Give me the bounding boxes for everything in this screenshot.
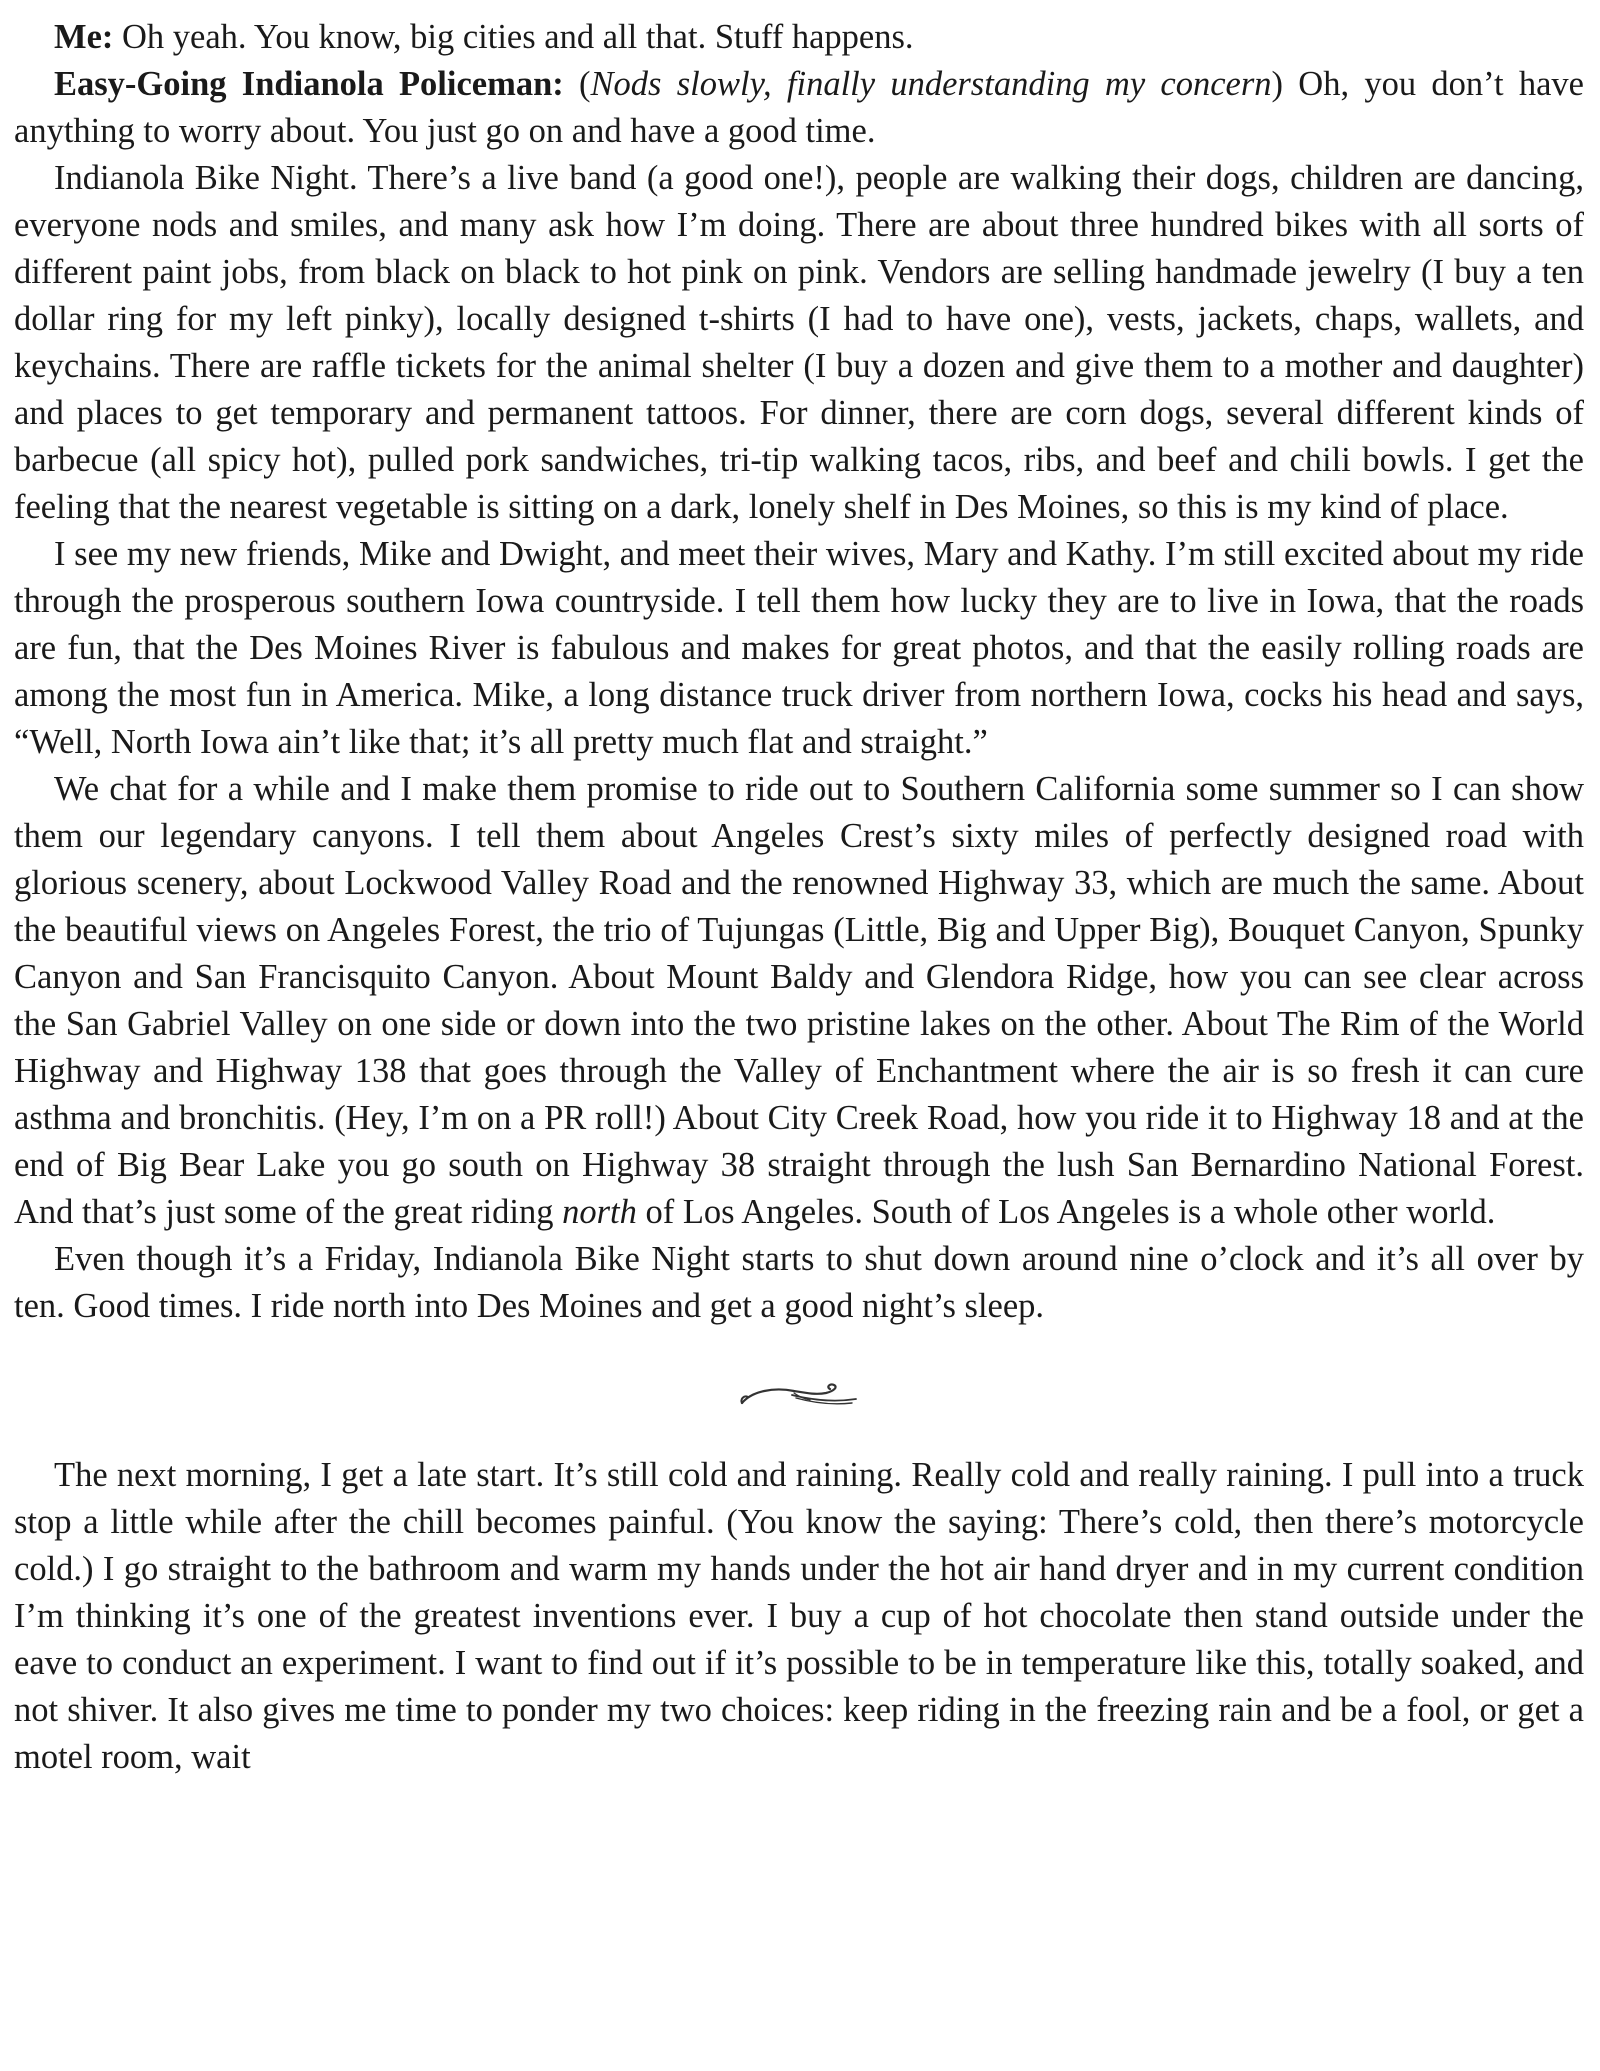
paragraph-text: of Los Angeles. South of Los Angeles is a whole other world. bbox=[636, 1193, 1496, 1231]
italic-emphasis: north bbox=[562, 1193, 637, 1231]
paragraph-bike-night bbox=[14, 155, 1584, 531]
stage-direction: Nods slowly, finally understanding my concern bbox=[590, 65, 1272, 103]
paragraph-text: Indianola Bike Night. There’s a live band (a good one!), people are walking their dogs, children are dancing, everyone nods and smiles, and many ask how I’m doing. There are about three hundred bikes with all sorts of different paint jobs, from black on black to hot pink on pink. Vendors are selling handmade jewelry (I buy a ten dollar ring for my left pinky), locally designed t-shirts (I had to have one), vests, jackets, chaps, wallets, and keychains. There are raffle tickets for the animal shelter (I buy a dozen and give them to a mother and daughter) and places to get temporary and permanent tattoos. For dinner, there are corn dogs, several different kinds of barbecue (all spicy hot), pulled pork sandwiches, tri-tip walking tacos, ribs, and beef and chili bowls. I get the feeling that the nearest vegetable is sitting on a dark, lonely shelf in Des Moines, so this is my kind of place. bbox=[14, 159, 1584, 526]
dialogue-line-me bbox=[14, 14, 1584, 61]
paragraph-text: We chat for a while and I make them promise to ride out to Southern California some summer so I can show them our legendary canyons. I tell them about Angeles Crest’s sixty miles of perfectly designed road with glorious scenery, about Lockwood Valley Road and the renowned Highway 33, which are much the same. About the beautiful views on Angeles Forest, the trio of Tujungas (Little, Big and Upper Big), Bouquet Canyon, Spunky Canyon and San Francisquito Canyon. About Mount Baldy and Glendora Ridge, how you can see clear across the San Gabriel Valley on one side or down into the two pristine lakes on the other. About The Rim of the World Highway and Highway 138 that goes through the Valley of Enchantment where the air is so fresh it can cure asthma and bronchitis. (Hey, I’m on a PR roll!) About City Creek Road, how you ride it to Highway 18 and at the end of Big Bear Lake you go south on Highway 38 straight through the lush San Bernardino National Forest. And that’s just some of the great riding bbox=[14, 770, 1584, 1231]
dialogue-text: Oh yeah. You know, big cities and all that. Stuff happens. bbox=[113, 18, 914, 56]
dialogue-line-policeman bbox=[14, 61, 1584, 155]
paragraph-text: Even though it’s a Friday, Indianola Bike Night starts to shut down around nine o’clock and it’s all over by ten. Good times. I ride north into Des Moines and get a good night’s sleep. bbox=[14, 1240, 1584, 1325]
paragraph-text: I see my new friends, Mike and Dwight, and meet their wives, Mary and Kathy. I’m still excited about my ride through the prosperous southern Iowa countryside. I tell them how lucky they are to live in Iowa, that the roads are fun, that the Des Moines River is fabulous and makes for great photos, and that the easily rolling roads are among the most fun in America. Mike, a long distance truck driver from northern Iowa, cocks his head and says, “Well, North Iowa ain’t like that; it’s all pretty much flat and straight.” bbox=[14, 535, 1584, 761]
paragraph-next-morning bbox=[14, 1452, 1584, 1781]
paragraph-friends bbox=[14, 531, 1584, 766]
dialogue-text: ( bbox=[563, 65, 591, 103]
paragraph-canyons bbox=[14, 766, 1584, 1236]
speaker-name: Me: bbox=[54, 18, 114, 56]
speaker-name: Easy-Going Indianola Policeman: bbox=[54, 65, 564, 103]
paragraph-text: The next morning, I get a late start. It’s still cold and raining. Really cold and really raining. I pull into a truck stop a little while after the chill becomes painful. (You know the saying: There’s cold, then there’s motorcycle cold.) I go straight to the bathroom and warm my hands under the hot air hand dryer and in my current condition I’m thinking it’s one of the greatest inventions ever. I buy a cup of hot chocolate then stand outside under the eave to conduct an experiment. I want to find out if it’s possible to be in temperature like this, totally soaked, and not shiver. It also gives me time to ponder my two choices: keep riding in the freezing rain and be a fool, or get a motel room, wait bbox=[14, 1456, 1584, 1776]
paragraph-good-times bbox=[14, 1236, 1584, 1330]
dialogue-text: ) Oh, you don’t have anything to worry about. You just go on and have a good time. bbox=[14, 65, 1584, 150]
section-divider bbox=[14, 1338, 1584, 1448]
flourish-divider-icon bbox=[734, 1373, 864, 1413]
